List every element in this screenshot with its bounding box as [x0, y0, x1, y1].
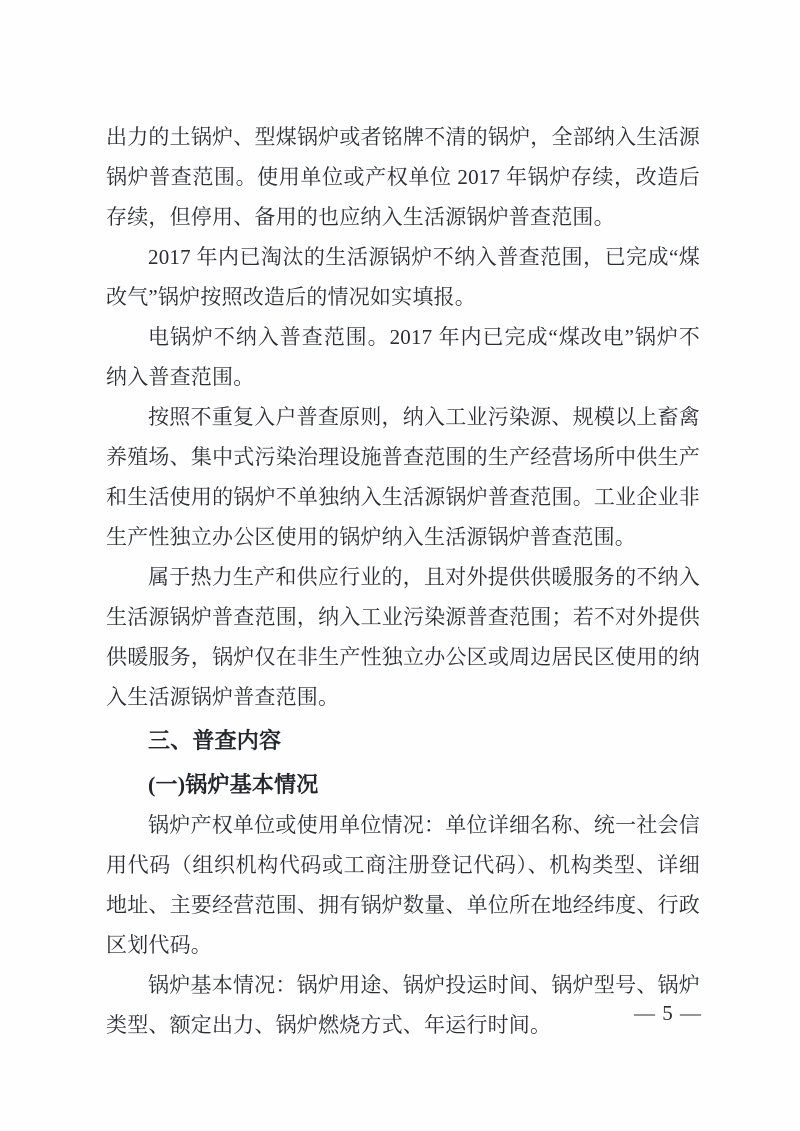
page-number: — 5 — — [634, 1001, 702, 1025]
document-body — [106, 117, 700, 1045]
paragraph: 按照不重复入户普查原则，纳入工业污染源、规模以上畜禽养殖场、集中式污染治理设施普查范围的生产经营场所中供生产和生活使用的锅炉不单独纳入生活源锅炉普查范围。工业企业非生产性独立办公区使用的锅炉纳入生活源锅炉普查范围。 — [106, 405, 700, 549]
paragraph: 锅炉基本情况：锅炉用途、锅炉投运时间、锅炉型号、锅炉类型、额定出力、锅炉燃烧方式、年运行时间。 — [106, 973, 700, 1037]
paragraph: 2017 年内已淘汰的生活源锅炉不纳入普查范围，已完成“煤改气”锅炉按照改造后的情况如实填报。 — [106, 245, 700, 309]
paragraph: 锅炉产权单位或使用单位情况：单位详细名称、统一社会信用代码（组织机构代码或工商注册登记代码）、机构类型、详细地址、主要经营范围、拥有锅炉数量、单位所在地经纬度、行政区划代码。 — [106, 813, 700, 957]
subsection-heading: (一)锅炉基本情况 — [148, 772, 319, 797]
section-heading: 三、普查内容 — [148, 728, 282, 753]
paragraph-continuation: 出力的土锅炉、型煤锅炉或者铭牌不清的锅炉，全部纳入生活源锅炉普查范围。使用单位或产权单位 2017 年锅炉存续，改造后存续，但停用、备用的也应纳入生活源锅炉普查范围。 — [106, 125, 700, 229]
paragraph: 电锅炉不纳入普查范围。2017 年内已完成“煤改电”锅炉不纳入普查范围。 — [106, 325, 700, 389]
paragraph: 属于热力生产和供应行业的，且对外提供供暖服务的不纳入生活源锅炉普查范围，纳入工业污染源普查范围；若不对外提供供暖服务，锅炉仅在非生产性独立办公区或周边居民区使用的纳入生活源锅炉普查范围。 — [106, 565, 700, 709]
